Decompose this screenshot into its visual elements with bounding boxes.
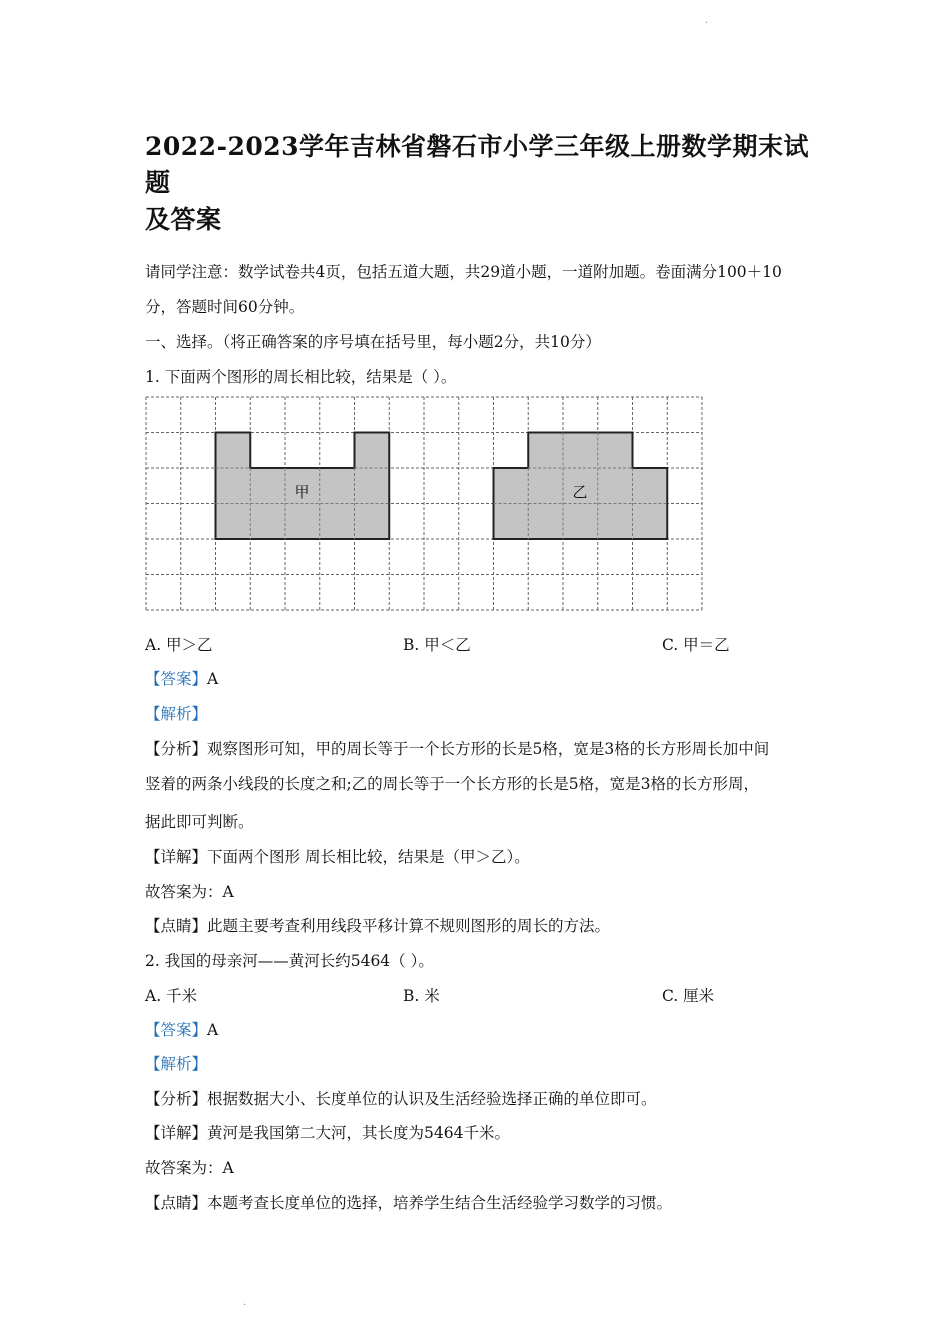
q2-fenxi (145, 1087, 825, 1109)
q1-fenxi-2: 竖着的两条小线段的长度之和;乙的周长等于一个长方形的长是5格，宽是3格的长方形周， (145, 775, 759, 793)
tip-text: 本题考查长度单位的选择，培养学生结合生活经验学习数学的习惯。 (207, 1194, 673, 1212)
detail-tag: 【详解】 (145, 1124, 208, 1142)
q2-option-b: B. 米 (403, 987, 440, 1005)
tip-text: 此题主要考查利用线段平移计算不规则图形的周长的方法。 (207, 917, 611, 935)
doc-title-line1: 2022-2023学年吉林省磐石市小学三年级上册数学期末试题 (145, 132, 810, 197)
q1-fenxi-3: 据此即可判断。 (145, 813, 254, 831)
tip-tag: 【点睛】 (145, 917, 208, 935)
q2-analysis-heading (145, 1052, 825, 1074)
decorative-dot: · (243, 1300, 247, 1311)
q1-stem: 1. 下面两个图形的周长相比较，结果是（ ）。 (145, 368, 457, 386)
fenxi-text: 观察图形可知，甲的周长等于一个长方形的长是5格，宽是3格的长方形周长加中间 (207, 740, 770, 758)
q1-answer (145, 667, 825, 689)
section1-heading: 一、选择。（将正确答案的序号填在括号里，每小题2分，共10分） (145, 333, 601, 351)
detail-tag: 【详解】 (145, 848, 208, 866)
q2-detail (145, 1121, 825, 1143)
fenxi-tag: 【分析】 (145, 740, 208, 758)
answer-tag: 【答案】 (145, 1021, 208, 1039)
q1-tip (145, 914, 825, 936)
intro-line2: 分，答题时间60分钟。 (145, 298, 305, 316)
q2-answer (145, 1018, 825, 1040)
answer-value: A (207, 670, 219, 688)
q1-grid-figure (145, 396, 705, 614)
answer-value: A (207, 1021, 219, 1039)
q1-option-a: A. 甲＞乙 (145, 636, 213, 654)
q1-detail (145, 845, 825, 867)
label-jia: 甲 (294, 483, 310, 501)
fenxi-text: 根据数据大小、长度单位的认识及生活经验选择正确的单位即可。 (207, 1090, 657, 1108)
detail-text: 下面两个图形 周长相比较，结果是（甲＞乙）。 (207, 848, 530, 866)
q2-conclusion: 故答案为：A (145, 1159, 234, 1177)
answer-tag: 【答案】 (145, 670, 208, 688)
q1-conclusion: 故答案为：A (145, 883, 234, 901)
doc-title-line2: 及答案 (145, 205, 222, 234)
label-yi: 乙 (572, 483, 588, 501)
q1-fenxi-1 (145, 737, 825, 759)
q1-option-c: C. 甲＝乙 (662, 636, 730, 654)
fenxi-tag: 【分析】 (145, 1090, 208, 1108)
analysis-tag: 【解析】 (145, 1055, 208, 1073)
analysis-tag: 【解析】 (145, 705, 208, 723)
q1-option-b: B. 甲＜乙 (403, 636, 471, 654)
tip-tag: 【点睛】 (145, 1194, 208, 1212)
q2-tip (145, 1191, 825, 1213)
intro-line1: 请同学注意：数学试卷共4页，包括五道大题，共29道小题，一道附加题。卷面满分100＋10 (145, 263, 782, 281)
q2-stem: 2. 我国的母亲河——黄河长约5464（ ）。 (145, 952, 434, 970)
q2-option-c: C. 厘米 (662, 987, 715, 1005)
decorative-dot: · (705, 18, 709, 29)
q2-option-a: A. 千米 (145, 987, 198, 1005)
q1-analysis-heading (145, 702, 825, 724)
detail-text: 黄河是我国第二大河，其长度为5464千米。 (207, 1124, 510, 1142)
